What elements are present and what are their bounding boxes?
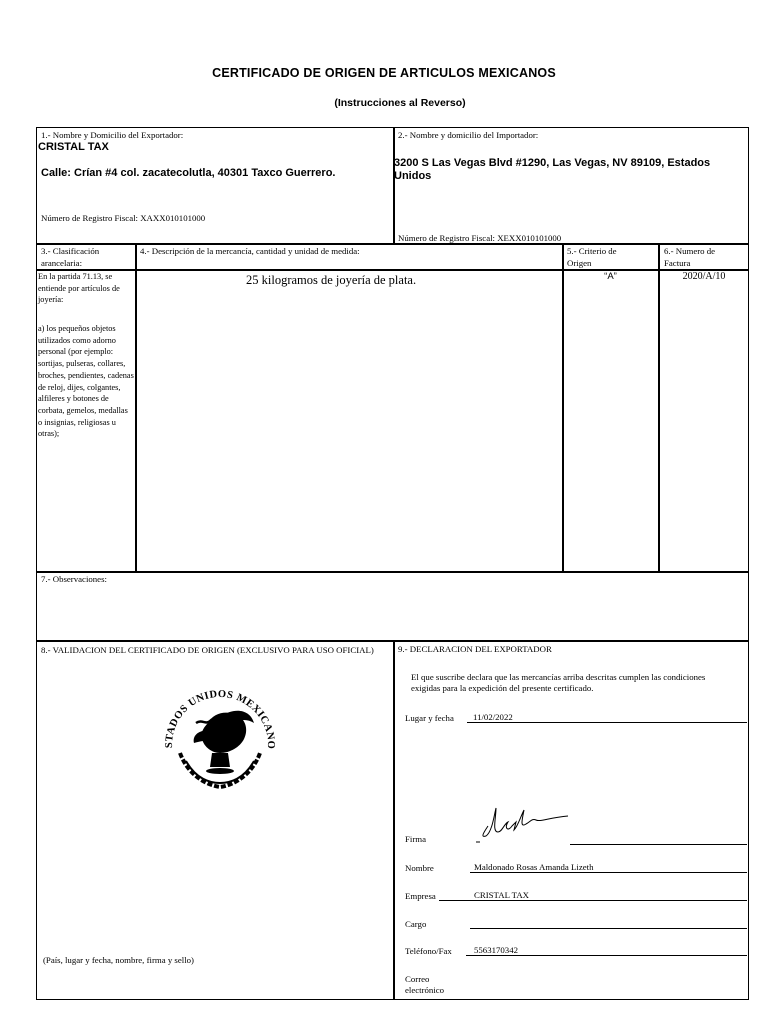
phone-field[interactable] (466, 943, 747, 956)
declaration-statement: El que suscribe declara que las mercancías arriba descritas cumplen las condiciones exigidas para la expedición del presente certificado. (411, 672, 706, 693)
divider-validation-declaration (393, 640, 395, 1000)
signature-line[interactable] (570, 844, 747, 845)
document-subtitle: (Instrucciones al Reverso) (334, 97, 466, 109)
exporter-address: Calle: Crían #4 col. zacatecolutla, 40301 Taxco Guerrero. (41, 167, 336, 179)
phone-label: Teléfono/Fax (405, 946, 452, 956)
position-field[interactable] (470, 916, 747, 929)
name-field[interactable] (470, 860, 747, 873)
col-header-criterion: 5.- Criterio de Origen (567, 246, 617, 268)
validation-label: 8.- VALIDACION DEL CERTIFICADO DE ORIGEN (EXCLUSIVO PARA USO OFICIAL) (41, 645, 374, 655)
origin-criterion: “A” (604, 271, 617, 282)
document-title: CERTIFICADO DE ORIGEN DE ARTICULOS MEXICANOS (212, 66, 556, 80)
classification-detail: a) los pequeños objetos utilizados como adorno personal (por ejemplo: sortijas, pulseras, collares, broches, pendientes, cadenas de reloj, dijes, colgantes, alfileres y botones de corbata, gemelos, medallas o insignias, religiosas u otras); (38, 324, 134, 439)
exporter-label: 1.- Nombre y Domicilio del Exportador: (41, 130, 184, 140)
signature-label: Firma (405, 834, 427, 844)
divider-observations (36, 571, 749, 573)
observations-label: 7.- Observaciones: (41, 574, 107, 584)
company-value: CRISTAL TAX (474, 890, 530, 900)
phone-value: 5563170342 (474, 945, 518, 955)
col-header-classification: 3.- Clasificación arancelaria: (41, 246, 100, 268)
invoice-number: 2020/A/10 (682, 271, 726, 282)
seal-text: STADOS UNIDOS MEXICANO (163, 688, 277, 750)
goods-description: 25 kilogramos de joyería de plata. (246, 273, 417, 287)
col-header-description: 4.- Descripción de la mercancía, cantidad y unidad de medida: (140, 246, 360, 256)
importer-rfc: Número de Registro Fiscal: XEXX010101000 (398, 233, 562, 243)
validation-footer: (País, lugar y fecha, nombre, firma y sello) (43, 955, 194, 965)
position-label: Cargo (405, 919, 427, 929)
place-date-label: Lugar y fecha (405, 713, 454, 723)
divider-col-6 (658, 243, 660, 572)
place-date-field[interactable] (467, 710, 747, 723)
classification-intro: En la partida 71.13, se entiende por artículos de joyería: (38, 272, 120, 305)
coat-of-arms-seal (150, 683, 290, 795)
exporter-rfc: Número de Registro Fiscal: XAXX010101000 (41, 213, 206, 223)
name-value: Maldonado Rosas Amanda Lizeth (474, 862, 594, 872)
company-label: Empresa (405, 891, 436, 901)
importer-label: 2.- Nombre y domicilio del Importador: (398, 130, 539, 140)
signature-mark (474, 802, 574, 844)
exporter-name: CRISTAL TAX (38, 141, 109, 153)
divider-col-5 (562, 243, 564, 572)
email-label: Correo electrónico (405, 974, 445, 995)
place-date-value: 11/02/2022 (473, 712, 513, 722)
declaration-label: 9.- DECLARACION DEL EXPORTADOR (398, 644, 552, 654)
col-header-invoice: 6.- Numero de Factura (664, 246, 716, 268)
name-label: Nombre (405, 863, 434, 873)
importer-address: 3200 S Las Vegas Blvd #1290, Las Vegas, NV 89109, Estados Unidos (394, 157, 711, 182)
divider-col-3 (135, 243, 137, 572)
company-field[interactable] (439, 888, 747, 901)
divider-exporter-importer (393, 127, 395, 244)
